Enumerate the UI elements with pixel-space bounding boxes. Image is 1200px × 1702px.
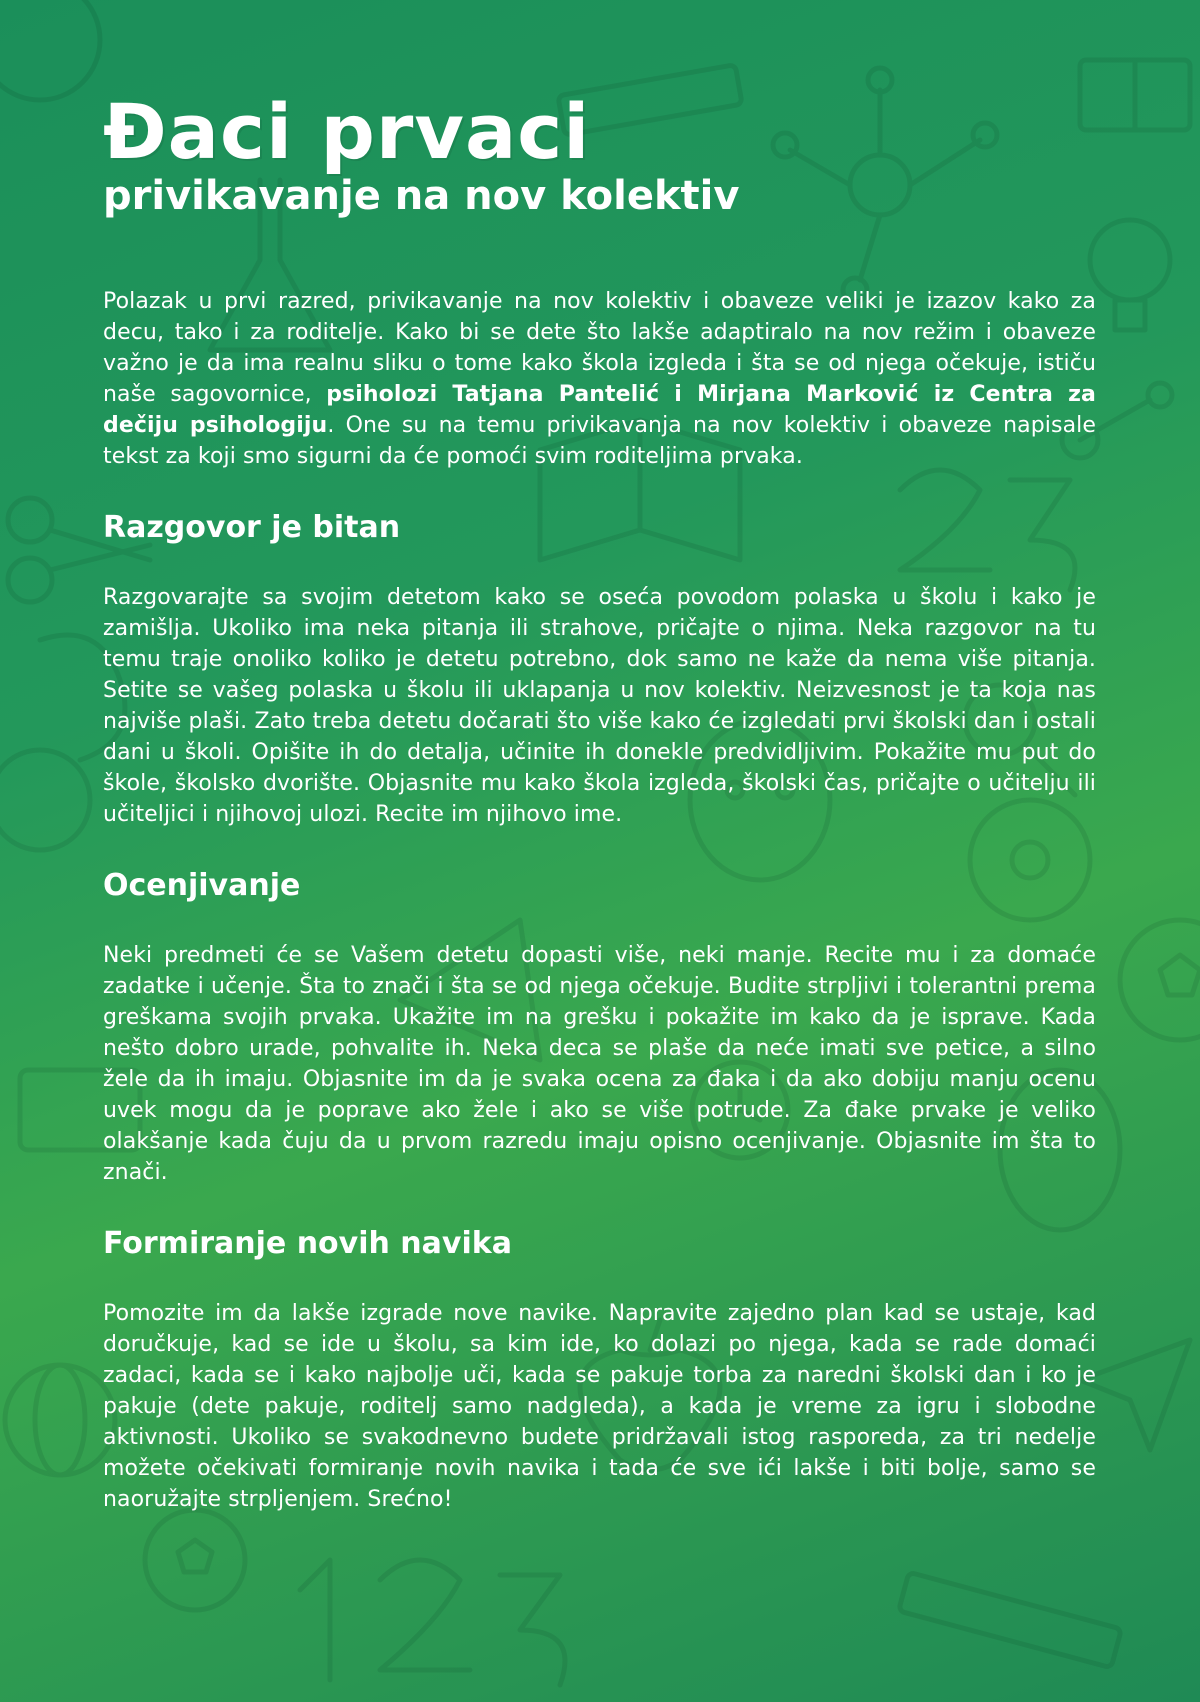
intro-bold-authors: psiholozi Tatjana Pantelić i Mirjana Marković iz Centra za dečiju psihologiju — [103, 382, 1096, 438]
article-title: Đaci prvaci — [103, 87, 591, 176]
article-subtitle: privikavanje na nov kolektiv — [103, 173, 740, 219]
section-text-navike: Pomozite im da lakše izgrade nove navike. Napravite zajedno plan kad se ustaje, kad doručkuje, kad se ide u školu, sa kim ide, ko dolazi po njega, kada se rade domaći zadaci, kada se i kako najbolje uči, kada se pakuje torba za naredni školski dan i ko je pakuje (dete pakuje, roditelj samo nadgleda), a kada je vreme za igru i slobodne aktivnosti. Ukoliko se svakodnevno budete pridržavali istog rasporeda, za tri nedelje možete očekivati formiranje novih navika i tada će sve ići lakše i biti bolje, samo se naoružajte strpljenjem. Srećno! — [103, 1301, 1096, 1512]
intro-paragraph — [103, 286, 1096, 472]
section-text-razgovor: Razgovarajte sa svojim detetom kako se oseća povodom polaska u školu i kako je zamišlja. Ukoliko ima neka pitanja ili strahove, pričajte o njima. Neka razgovor na tu temu traje onoliko koliko je detetu potrebno, dok samo ne kaže da nema više pitanja. Setite se vašeg polaska u školu ili uklapanja u nov kolektiv. Neizvesnost je ta koja nas najviše plaši. Zato treba detetu dočarati što više kako će izgledati prvi školski dan i ostali dani u školi. Opišite ih do detalja, učinite ih donekle predvidljivim. Pokažite mu put do škole, školsko dvorište. Objasnite mu kako škola izgleda, školski čas, pričajte o učitelju ili učiteljici i njihovoj ulozi. Recite im njihovo ime. — [103, 585, 1096, 827]
section-text-ocenjivanje: Neki predmeti će se Vašem detetu dopasti više, neki manje. Recite mu i za domaće zadatke i učenje. Šta to znači i šta se od njega očekuje. Budite strpljivi i tolerantni prema greškama svojih prvaka. Ukažite im na grešku i pokažite im kako da je isprave. Kada nešto dobro urade, pohvalite ih. Neka deca se plaše da neće imati sve petice, a silno žele da ih imaju. Objasnite im da je svaka ocena za đaka i da ako dobiju manju ocenu uvek mogu da je poprave ako žele i ako se više potrude. Za đake prvake je veliko olakšanje kada čuju da u prvom razredu imaju opisno ocenjivanje. Objasnite im šta to znači. — [103, 943, 1096, 1185]
intro-text-part1: Polazak u prvi razred, privikavanje na nov kolektiv i obaveze veliki je izazov kako za decu, tako i za roditelje. Kako bi se dete što lakše adaptiralo na nov režim i obaveze važno je da ima realnu sliku o tome kako škola izgleda i šta se od njega očekuje, ističu naše sagovornice, — [103, 289, 1096, 407]
section-heading-ocenjivanje: Ocenjivanje — [103, 868, 301, 903]
section-heading-razgovor: Razgovor je bitan — [103, 510, 401, 545]
intro-text-part2: . One su na temu privikavanja na nov kolektiv i obaveze napisale tekst za koji smo sigurni da će pomoći svim roditeljima prvaka. — [103, 413, 1096, 469]
section-heading-navike: Formiranje novih navika — [103, 1226, 512, 1261]
